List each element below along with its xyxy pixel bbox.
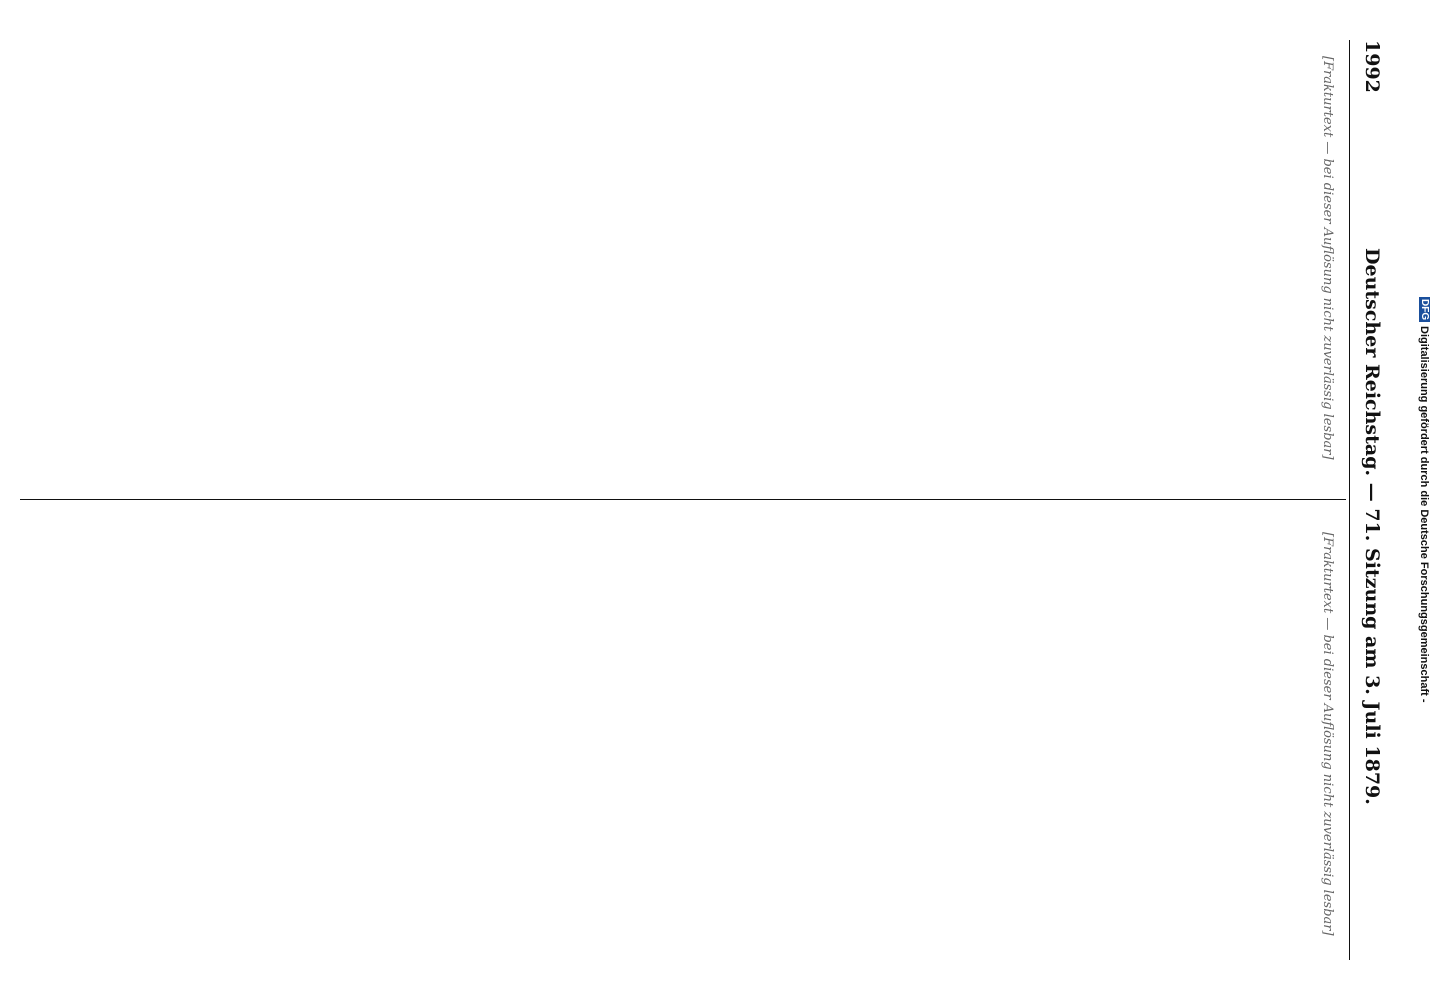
dfg-badge: DFG [1419, 299, 1430, 321]
running-header [1349, 40, 1394, 960]
left-column [24, 40, 1336, 484]
digitization-credit [1412, 0, 1430, 1000]
credit-text: Digitalisierung gefördert durch die Deutsche Forschungsgemeinschaft - [1418, 326, 1430, 703]
header-title: Deutscher Reichstag. — 71. Sitzung am 3. Juli 1879. [1361, 248, 1383, 805]
body-paragraph: [Frakturtext — bei dieser Auflösung nicht zuverlässig lesbar] [1320, 532, 1335, 936]
column-divider [20, 499, 1346, 500]
body-paragraph: [Frakturtext — bei dieser Auflösung nicht zuverlässig lesbar] [1320, 56, 1335, 460]
right-column [24, 516, 1336, 960]
page-number: 1992 [1361, 40, 1383, 93]
